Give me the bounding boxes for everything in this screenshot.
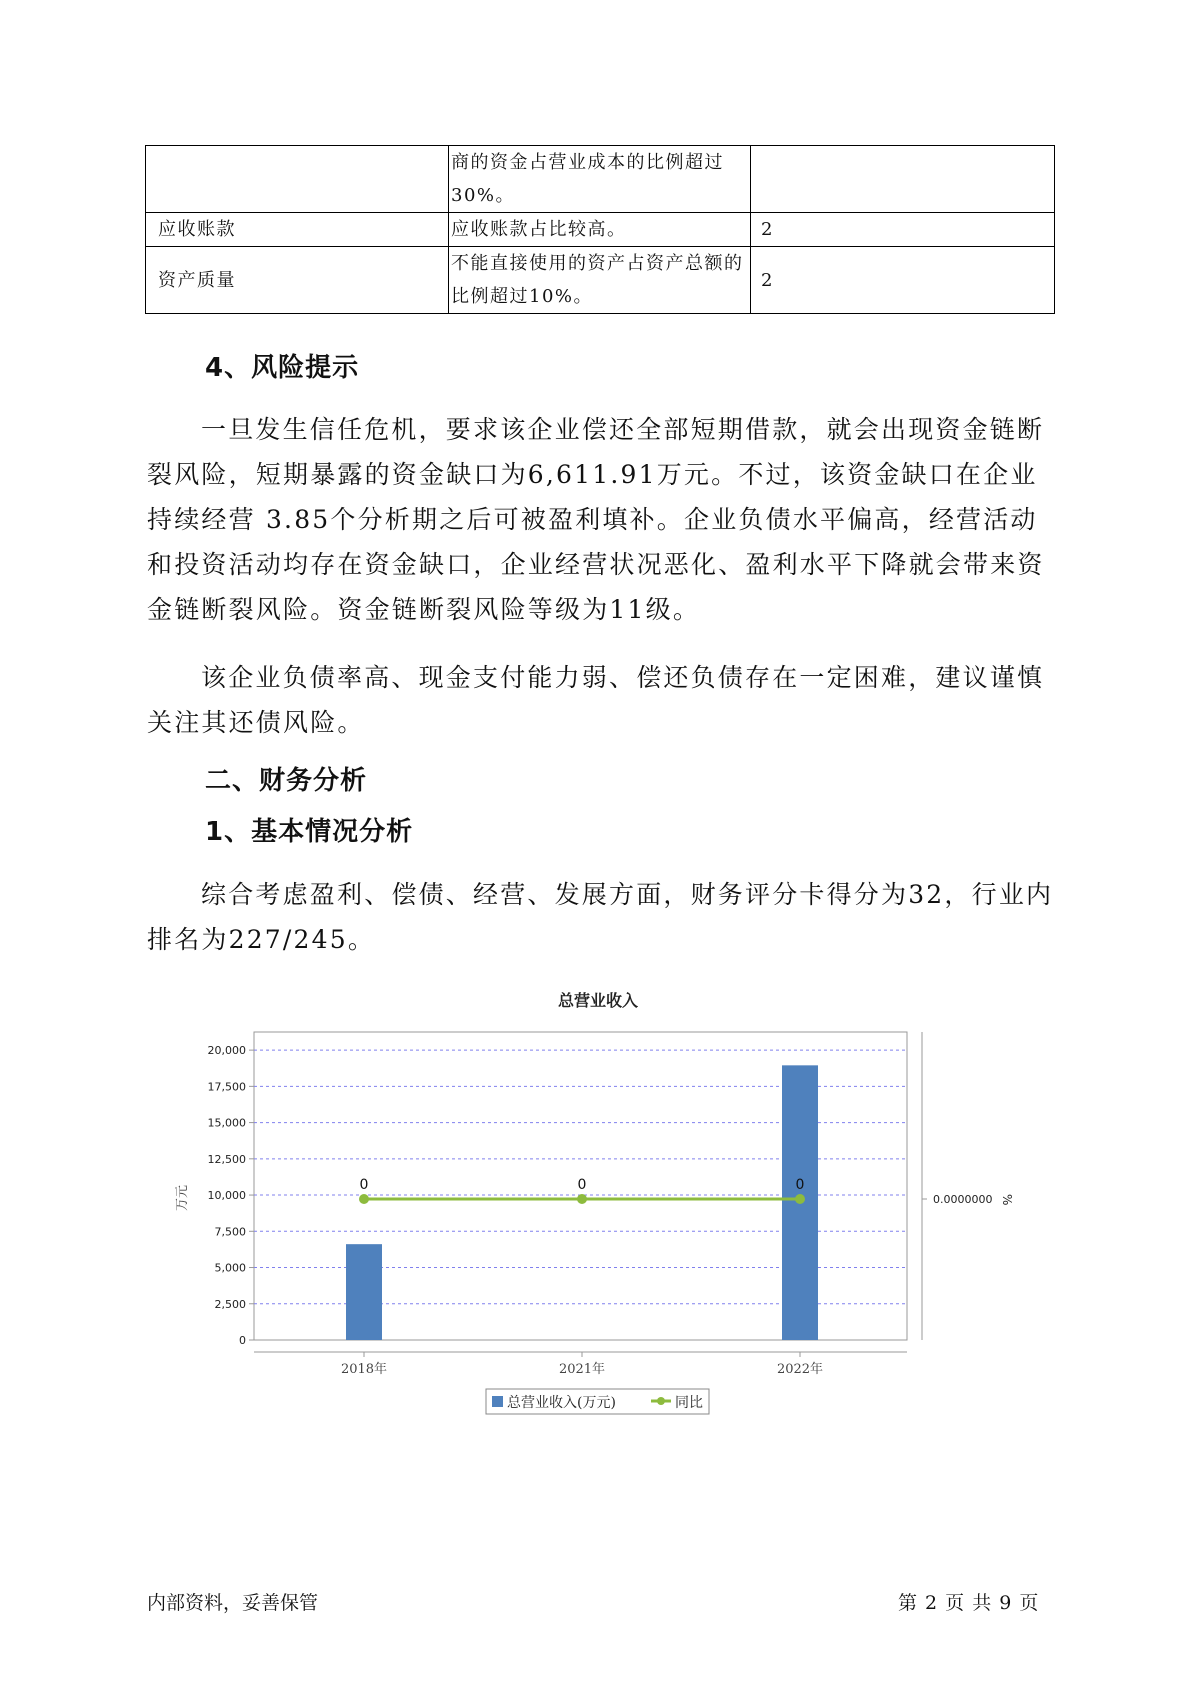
data-label: 0 [795,1177,805,1193]
legend [486,1389,709,1414]
line-point [795,1194,805,1204]
paragraph: 该企业负债率高、现金支付能力弱、偿还负债存在一定困难，建议谨慎关注其还债风险。 [147,663,1045,737]
table-cell: 不能直接使用的资产占资产总额的比例超过10%。 [449,247,751,314]
y-tick-label: 0 [239,1334,246,1347]
y-tick-label: 17,500 [207,1080,246,1094]
right-axis-label: % [1000,1194,1014,1206]
table-row [146,247,1055,314]
footer-note: 内部资料，妥善保管 [147,1592,319,1614]
section-heading: 二、财务分析 [205,766,368,796]
chart-title: 总营业收入 [557,991,639,1010]
paragraph: 综合考虑盈利、偿债、经营、发展方面，财务评分卡得分为32，行业内排名为227/245。 [147,880,1054,954]
x-tick-label: 2022年 [776,1362,824,1377]
table-row [146,146,1055,213]
table-cell: 商的资金占营业成本的比例超过30%。 [449,146,751,213]
right-axis-tick-label: 0.0000000 [933,1193,993,1206]
legend-label-yoy: 同比 [675,1395,703,1411]
x-tick-label: 2021年 [558,1362,606,1377]
y-tick-label: 12,500 [207,1152,246,1166]
table-cell: 应收账款占比较高。 [449,213,751,247]
risk-table [145,145,1055,314]
legend-swatch-bar [492,1396,503,1407]
y-tick-label: 10,000 [207,1189,246,1203]
bar [346,1244,382,1340]
data-label: 0 [577,1177,587,1193]
paragraph: 一旦发生信任危机，要求该企业偿还全部短期借款，就会出现资金链断裂风险，短期暴露的资金缺口为6,611.91万元。不过，该资金缺口在企业持续经营 3.85个分析期之后可被盈利填补。企业负债水平偏高，经营活动和投资活动均存在资金缺口，企业经营状况恶化、盈利水平下降就会带来资金链断裂风险。资金链断裂风险等级为11级。 [147,415,1045,624]
table-cell: 2 [751,213,1055,247]
legend-label-revenue: 总营业收入(万元) [507,1395,616,1411]
y-tick-label: 15,000 [207,1116,246,1130]
revenue-chart [0,980,1191,1450]
table-cell: 资产质量 [146,247,449,314]
y-tick-label: 2,500 [214,1297,246,1311]
table-cell [751,146,1055,213]
y-axis-label: 万元 [175,1184,190,1212]
chart-svg [0,980,1191,1450]
line-point [577,1194,587,1204]
table-cell: 2 [751,247,1055,314]
legend-marker [657,1397,665,1405]
page-number: 第 2 页 共 9 页 [898,1592,1040,1614]
y-tick-label: 7,500 [214,1225,246,1239]
table-cell: 应收账款 [146,213,449,247]
y-tick-label: 5,000 [214,1261,246,1275]
section-heading: 4、风险提示 [205,353,360,383]
table-row [146,213,1055,247]
x-tick-label: 2018年 [340,1362,388,1377]
y-tick-label: 20,000 [207,1044,246,1058]
sub-heading: 1、基本情况分析 [205,817,414,847]
line-point [359,1194,369,1204]
data-label: 0 [359,1177,369,1193]
table-cell [146,146,449,213]
